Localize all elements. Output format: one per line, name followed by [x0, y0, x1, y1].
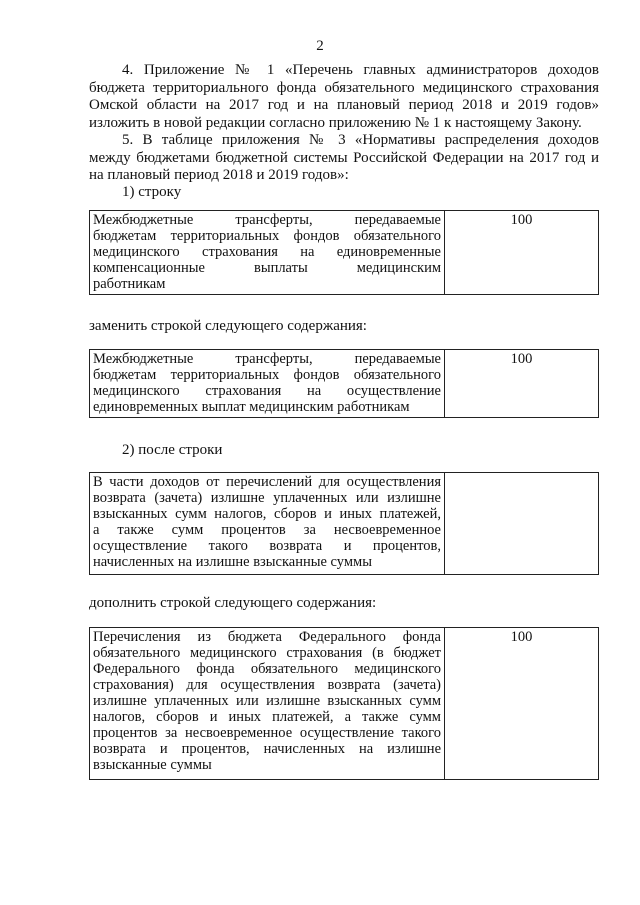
row-value: 100: [445, 350, 599, 418]
paragraph-5-line: на плановый период 2018 и 2019 годов»:: [89, 167, 349, 183]
row-line: медицинского страхования на осуществление: [93, 383, 441, 399]
row-line: процентов за несвоевременное осуществление такого: [93, 725, 441, 741]
row-line: медицинского страхования на единовременные: [93, 244, 441, 260]
row-description: [90, 350, 445, 418]
row-line: Федерального фонда обязательного медицинского: [93, 661, 441, 677]
paragraph-5-line: между бюджетами бюджетной системы Российской Федерации на 2017 год и: [89, 149, 599, 166]
table-replacement-row: [89, 349, 599, 418]
row-line: взысканных сумм налогов, сборов и иных платежей,: [93, 506, 441, 522]
item-2-label: 2) после строки: [122, 442, 223, 458]
row-line: Перечисления из бюджета Федерального фонда: [93, 629, 441, 645]
table-row: [90, 628, 599, 780]
paragraph-4-line: Омской области на 2017 год и на плановый период 2018 и 2019 годов»: [89, 97, 599, 113]
row-line: страхования) для осуществления возврата (зачета): [93, 677, 441, 693]
row-line: обязательного медицинского страхования (в бюджет: [93, 645, 441, 661]
paragraph-4: [89, 62, 599, 132]
row-line: Межбюджетные трансферты, передаваемые: [93, 351, 441, 367]
row-line: работникам: [93, 276, 166, 292]
row-line: В части доходов от перечислений для осуществления: [93, 474, 441, 490]
row-line: осуществление такого возврата и процентов,: [93, 538, 441, 554]
item-1-label: 1) строку: [122, 184, 182, 200]
append-instruction: дополнить строкой следующего содержания:: [89, 595, 377, 611]
row-line: налогов, сборов и иных платежей, а также сумм: [93, 709, 441, 725]
row-line: возврата (зачета) излишне уплаченных или излишне: [93, 490, 441, 506]
row-line: излишне уплаченных или излишне взысканных сумм: [93, 693, 441, 709]
row-line: Межбюджетные трансферты, передаваемые: [93, 212, 441, 228]
table-after-row: [89, 472, 599, 575]
paragraph-5-line: 5. В таблице приложения № 3 «Нормативы распределения доходов: [122, 132, 599, 148]
row-line: а также сумм процентов за несвоевременное: [93, 522, 441, 538]
row-line: взысканные суммы: [93, 757, 212, 773]
row-description: [90, 473, 445, 575]
row-value: 100: [445, 628, 599, 780]
table-row: [90, 211, 599, 295]
replace-instruction: заменить строкой следующего содержания:: [89, 318, 367, 334]
row-line: компенсационные выплаты медицинским: [93, 260, 441, 276]
row-line: бюджетам территориальных фондов обязательного: [93, 367, 441, 383]
table-row: [90, 473, 599, 575]
row-value: [445, 473, 599, 575]
paragraph-4-line: бюджета территориального фонда обязательного медицинского страхования: [89, 79, 599, 96]
page-number: 2: [316, 38, 324, 54]
paragraph-4-line: изложить в новой редакции согласно приложению № 1 к настоящему Закону.: [89, 114, 582, 131]
row-line: бюджетам территориальных фондов обязательного: [93, 228, 441, 244]
row-description: [90, 211, 445, 295]
row-line: единовременных выплат медицинским работникам: [93, 399, 410, 415]
table-row: [90, 350, 599, 418]
table-original-row: [89, 210, 599, 295]
row-value: 100: [445, 211, 599, 295]
paragraph-5: [89, 132, 599, 185]
table-appended-row: [89, 627, 599, 780]
row-line: начисленных на излишне взысканные суммы: [93, 554, 372, 570]
paragraph-4-line: 4. Приложение № 1 «Перечень главных администраторов доходов: [122, 62, 599, 78]
row-description: [90, 628, 445, 780]
row-line: возврата и процентов, начисленных на излишне: [93, 741, 441, 757]
